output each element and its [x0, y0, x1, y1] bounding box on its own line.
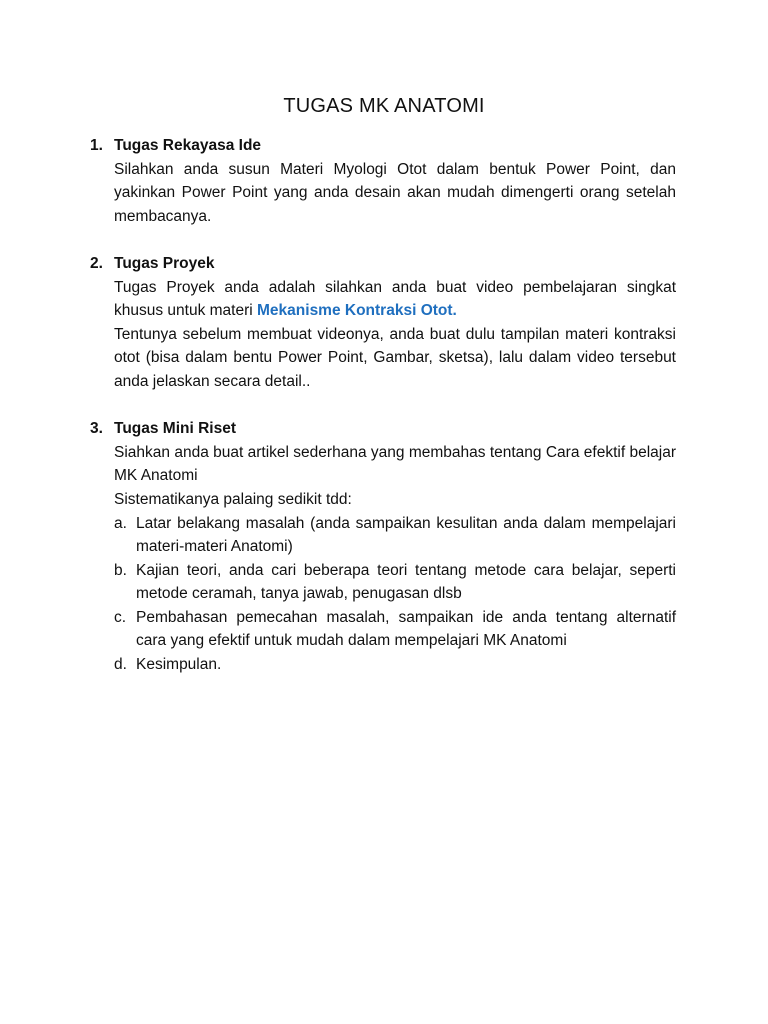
task-3-sublist — [114, 512, 676, 677]
task-1-paragraph: Silahkan anda susun Materi Myologi Otot dalam bentuk Power Point, dan yakinkan Power Point yang anda desain akan mudah dimengerti orang setelah membacanya. — [114, 160, 676, 225]
task-3-paragraph-1: Siahkan anda buat artikel sederhana yang membahas tentang Cara efektif belajar MK Anatomi — [114, 443, 676, 485]
task-item-3 — [90, 417, 676, 677]
task-2-highlight-topic: Mekanisme Kontraksi Otot. — [257, 302, 457, 320]
task-item-2 — [90, 252, 676, 394]
task-2-paragraph-2: Tentunya sebelum membuat videonya, anda buat dulu tampilan materi kontraksi otot (bisa dalam bentu Power Point, Gambar, sketsa), lalu dalam video tersebut anda jelaskan secara detail.. — [114, 325, 676, 390]
sublist-letter-b: b. — [114, 561, 127, 579]
task-2-paragraph-1 — [114, 276, 676, 323]
sublist-text-d: Kesimpulan. — [136, 656, 222, 674]
document-title: TUGAS MK ANATOMI — [283, 95, 485, 117]
document-body — [90, 134, 676, 677]
task-heading-3: Tugas Mini Riset — [114, 420, 237, 438]
task-number-1: 1. — [90, 137, 103, 154]
task-item-1 — [90, 134, 676, 228]
task-number-3: 3. — [90, 420, 103, 438]
sublist-text-a: Latar belakang masalah (anda sampaikan kesulitan anda dalam mempelajari materi-materi Anatomi) — [136, 514, 676, 556]
sublist-item-c — [114, 606, 676, 653]
sublist-item-a — [114, 512, 676, 559]
sublist-letter-d: d. — [114, 656, 127, 674]
sublist-text-c: Pembahasan pemecahan masalah, sampaikan ide anda tentang alternatif cara yang efektif untuk mudah dalam mempelajari MK Anatomi — [136, 608, 676, 650]
task-heading-1: Tugas Rekayasa Ide — [114, 137, 262, 154]
sublist-item-d — [114, 653, 676, 677]
task-3-paragraph-2: Sistematikanya palaing sedikit tdd: — [114, 490, 352, 508]
sublist-text-b: Kajian teori, anda cari beberapa teori tentang metode cara belajar, seperti metode ceramah, tanya jawab, penugasan dlsb — [136, 561, 676, 603]
task-2-paragraph-1-text: Tugas Proyek anda adalah silahkan anda buat video pembelajaran singkat khusus untuk materi — [114, 278, 676, 320]
sublist-item-b — [114, 559, 676, 606]
task-number-2: 2. — [90, 254, 103, 272]
task-heading-2: Tugas Proyek — [114, 254, 215, 272]
sublist-letter-a: a. — [114, 514, 127, 532]
sublist-letter-c: c. — [114, 608, 127, 626]
